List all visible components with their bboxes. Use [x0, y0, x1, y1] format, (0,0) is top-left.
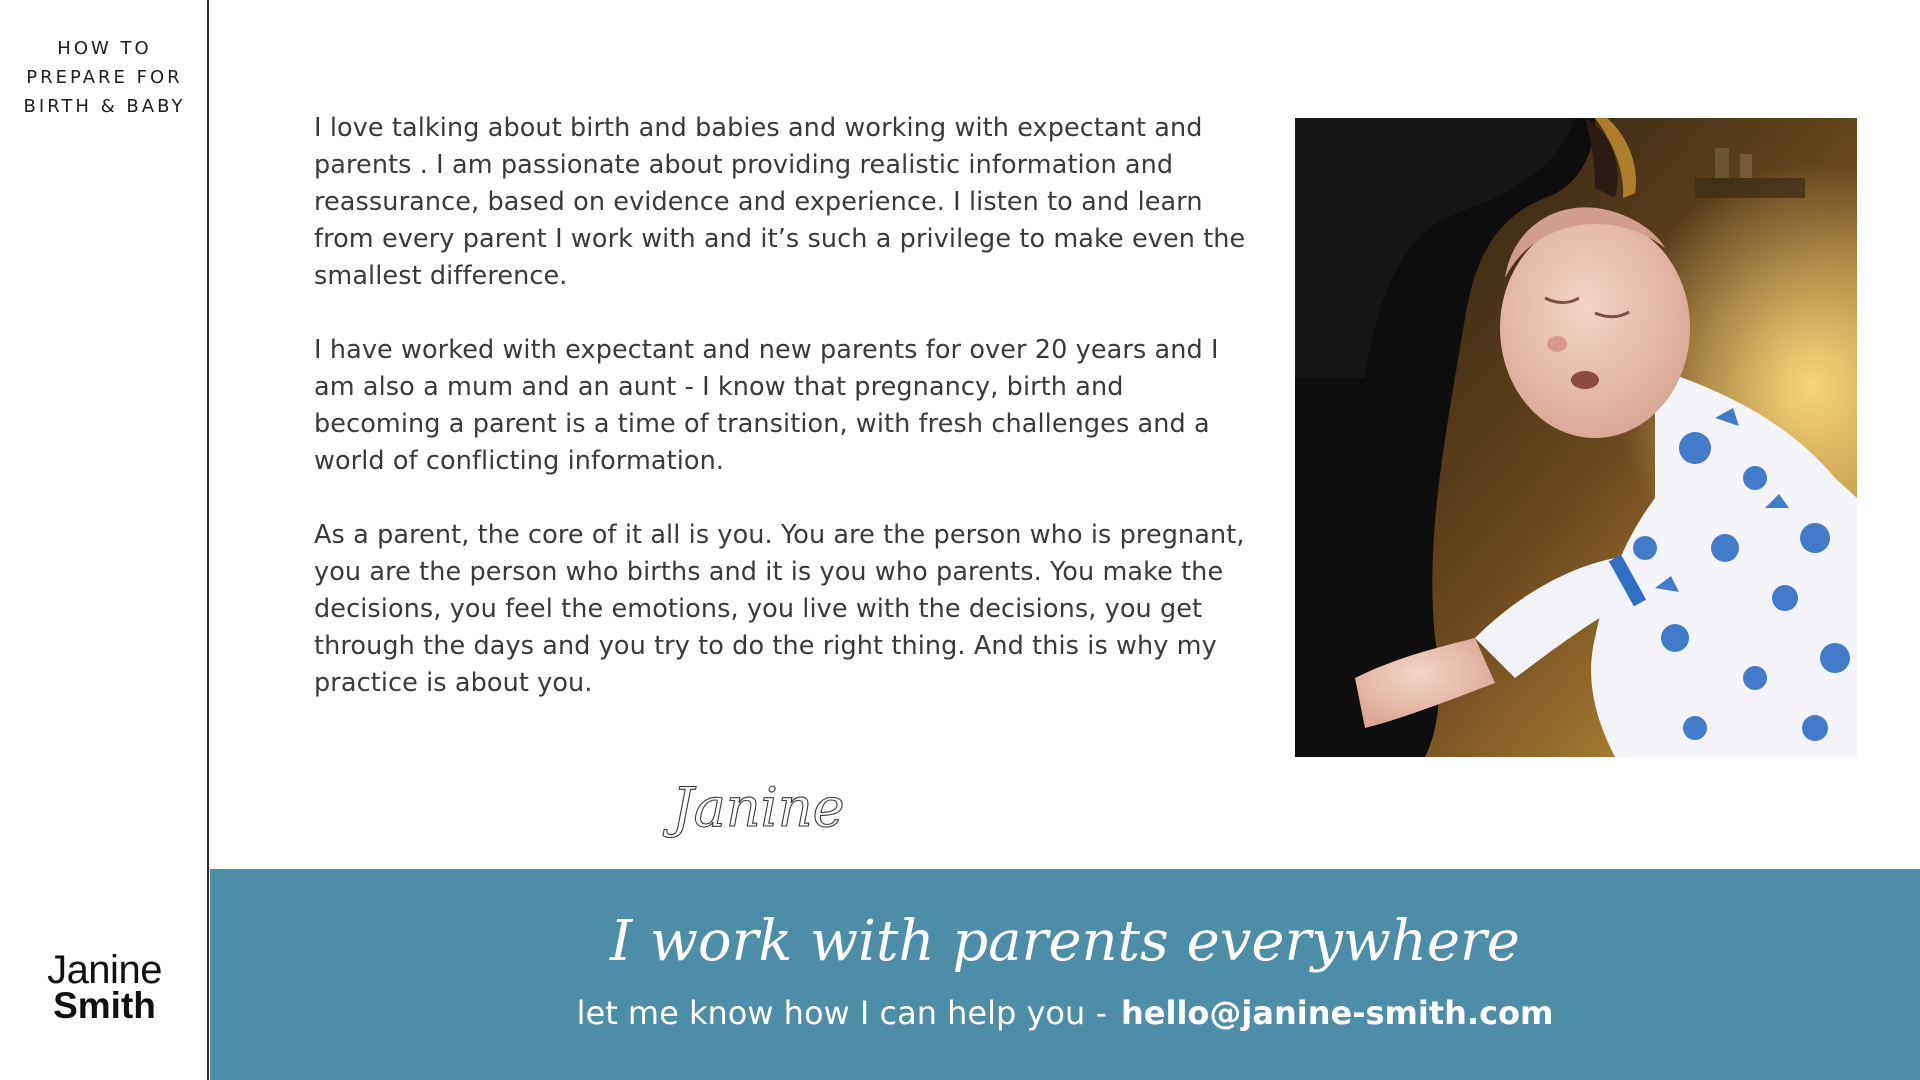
footer-banner	[210, 869, 1920, 1080]
baby-photo	[1295, 118, 1857, 757]
signature-text: Janine	[672, 776, 845, 839]
sidebar-heading-line-2: PREPARE FOR	[26, 67, 183, 88]
brand-last-name: Smith	[53, 985, 156, 1026]
sidebar	[0, 0, 209, 1080]
brand-logo	[0, 948, 209, 1026]
main-content	[314, 110, 1254, 739]
sidebar-heading	[0, 34, 209, 121]
signature-image	[660, 760, 900, 850]
sidebar-heading-line-3: BIRTH & BABY	[23, 96, 186, 117]
footer-contact-lead: let me know how I can help you -	[576, 994, 1107, 1032]
brand-first-name: Janine	[47, 948, 162, 992]
paragraph-experience: I have worked with expectant and new parents for over 20 years and I am also a mum and an aunt - I know that pregnancy, birth and becoming a parent is a time of transition, with fresh challenges and a world of conflicting information.	[314, 335, 1219, 476]
footer-contact	[210, 991, 1920, 1035]
email-link[interactable]: hello@janine-smith.com	[1121, 994, 1554, 1032]
paragraph-parent: As a parent, the core of it all is you. You are the person who is pregnant, you are the person who births and it is you who parents. You make the decisions, you feel the emotions, you live with the decisions, you get through the days and you try to do the right thing. And this is why my practice is about you.	[314, 520, 1245, 698]
paragraph-intro: I love talking about birth and babies and working with expectant and parents . I am passionate about providing realistic information and reassurance, based on evidence and experience. I listen to and learn from every parent I work with and it’s such a privilege to make even the smallest difference.	[314, 113, 1246, 291]
sidebar-heading-line-1: HOW TO	[57, 38, 152, 59]
footer-title: I work with parents everywhere	[610, 909, 1520, 974]
